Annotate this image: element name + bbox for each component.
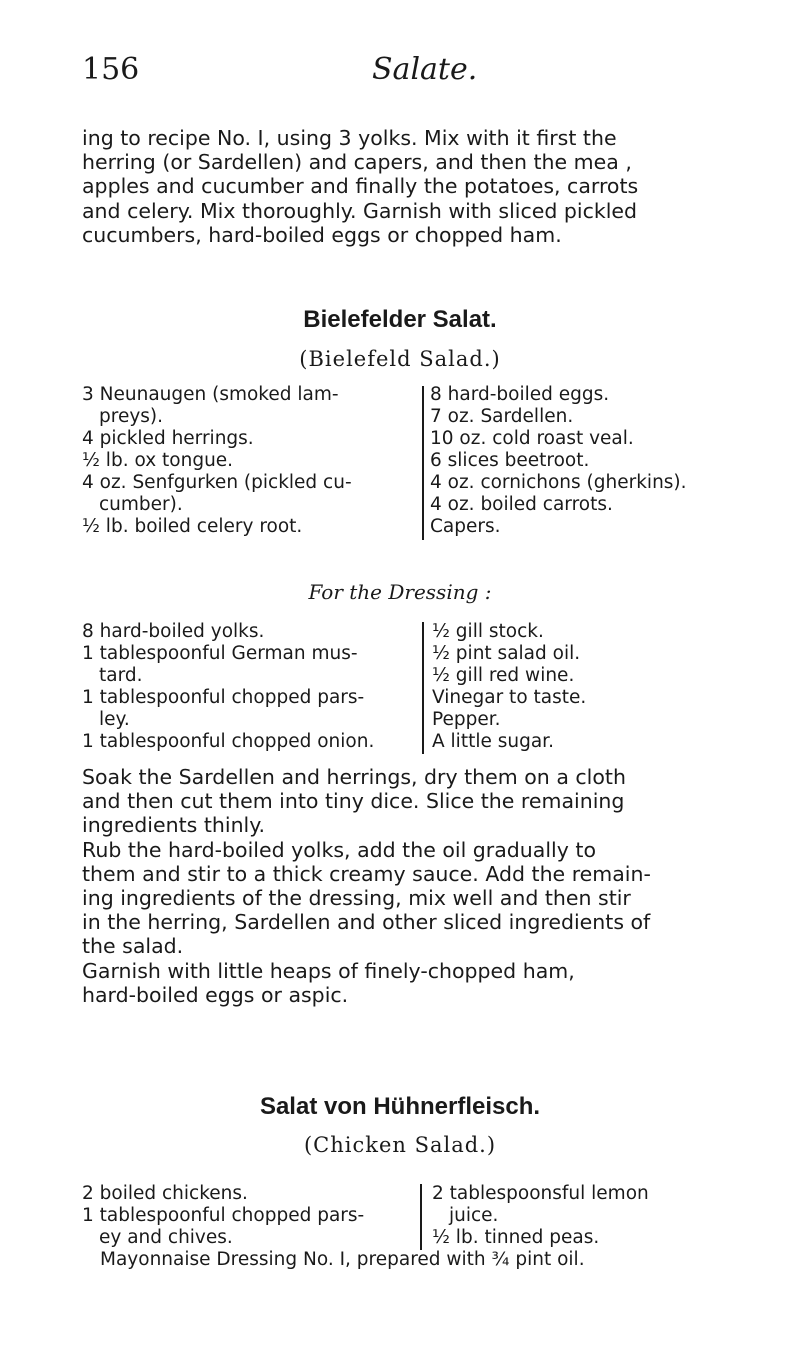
recipe-subtitle: (Chicken Salad.) [303, 1133, 497, 1157]
ingredient: A little sugar. [432, 731, 554, 752]
text-line: ingredients thinly. [82, 813, 265, 838]
ingredient: ey and chives. [99, 1227, 233, 1248]
ingredient: Vinegar to taste. [432, 687, 587, 708]
ingredient: 1 tablespoonful chopped onion. [82, 731, 375, 752]
ingredients-left [82, 1183, 364, 1249]
ingredient: ½ lb. tinned peas. [432, 1227, 600, 1248]
text-line: hard-boiled eggs or aspic. [82, 982, 349, 1007]
ingredient: preys). [99, 406, 164, 427]
text-line: the salad. [82, 934, 184, 959]
column-divider [422, 622, 424, 754]
ingredient: ley. [99, 709, 130, 730]
page-number: 156 [82, 52, 140, 87]
text-line: cucumbers, hard-boiled eggs or chopped ham. [82, 222, 562, 247]
ingredient: 4 oz. cornichons (gherkins). [430, 472, 687, 493]
column-divider [422, 386, 424, 540]
ingredient: ½ pint salad oil. [432, 643, 581, 664]
text-line: Soak the Sardellen and herrings, dry them on a cloth [82, 765, 626, 789]
text-line: ing ingredients of the dressing, mix well and then stir [82, 886, 631, 911]
ingredient: 3 Neunaugen (smoked lam- [82, 384, 339, 405]
ingredient: cumber). [99, 494, 183, 515]
text-line: and then cut them into tiny dice. Slice the remaining [82, 789, 625, 814]
ingredient: 1 tablespoonful chopped pars- [82, 1205, 365, 1226]
final-line [100, 1249, 585, 1271]
ingredient: 4 oz. boiled carrots. [430, 494, 613, 515]
ingredient: tard. [99, 665, 143, 686]
dressing-heading: For the Dressing : [308, 580, 492, 604]
text-line: herring (or Sardellen) and capers, and then the mea , [82, 150, 632, 175]
recipe-title: Bielefelder Salat. [303, 306, 497, 333]
ingredients-left [82, 384, 352, 538]
running-title: Salate. [372, 52, 478, 87]
ingredient: Capers. [430, 516, 501, 537]
text-line: in the herring, Sardellen and other sliced ingredients of [82, 910, 651, 935]
dressing-right [432, 621, 586, 753]
dressing-left [82, 621, 374, 753]
ingredient: 2 boiled chickens. [82, 1183, 248, 1204]
ingredient: 7 oz. Sardellen. [430, 406, 574, 427]
ingredient: Pepper. [432, 709, 501, 730]
text-line: and celery. Mix thoroughly. Garnish with sliced pickled [82, 198, 638, 223]
running-head [82, 52, 732, 96]
ingredient: ½ gill red wine. [432, 665, 575, 686]
text-line: Rub the hard-boiled yolks, add the oil gradually to [82, 837, 596, 862]
ingredient: 8 hard-boiled yolks. [82, 621, 265, 642]
ingredient: ½ lb. boiled celery root. [82, 516, 303, 537]
ingredient: ½ gill stock. [432, 621, 544, 642]
ingredients-right [432, 1183, 649, 1249]
text-line: Garnish with little heaps of finely-chopped ham, [82, 958, 575, 983]
intro-paragraph [82, 126, 742, 247]
ingredient: juice. [449, 1205, 499, 1226]
ingredient: 4 oz. Senfgurken (pickled cu- [82, 472, 352, 493]
ingredient: 1 tablespoonful chopped pars- [82, 687, 365, 708]
column-divider [420, 1184, 422, 1250]
ingredient: 6 slices beetroot. [430, 450, 590, 471]
ingredient: 4 pickled herrings. [82, 428, 254, 449]
ingredient: 8 hard-boiled eggs. [430, 384, 610, 405]
ingredients-right [430, 384, 687, 538]
text-line: them and stir to a thick creamy sauce. Add the remain- [82, 861, 651, 886]
method-paragraph [82, 765, 742, 1007]
text-line: ing to recipe No. I, using 3 yolks. Mix with it first the [82, 126, 617, 150]
ingredient: 10 oz. cold roast veal. [430, 428, 634, 449]
ingredient: 1 tablespoonful German mus- [82, 643, 358, 664]
recipe-title: Salat von Hühnerfleisch. [259, 1093, 541, 1120]
text-line: Mayonnaise Dressing No. I, prepared with ¾ pint oil. [100, 1249, 585, 1270]
text-line: apples and cucumber and finally the potatoes, carrots [82, 174, 639, 199]
ingredient: ½ lb. ox tongue. [82, 450, 234, 471]
ingredient: 2 tablespoonsful lemon [432, 1183, 649, 1204]
recipe-subtitle: (Bielefeld Salad.) [299, 347, 501, 371]
